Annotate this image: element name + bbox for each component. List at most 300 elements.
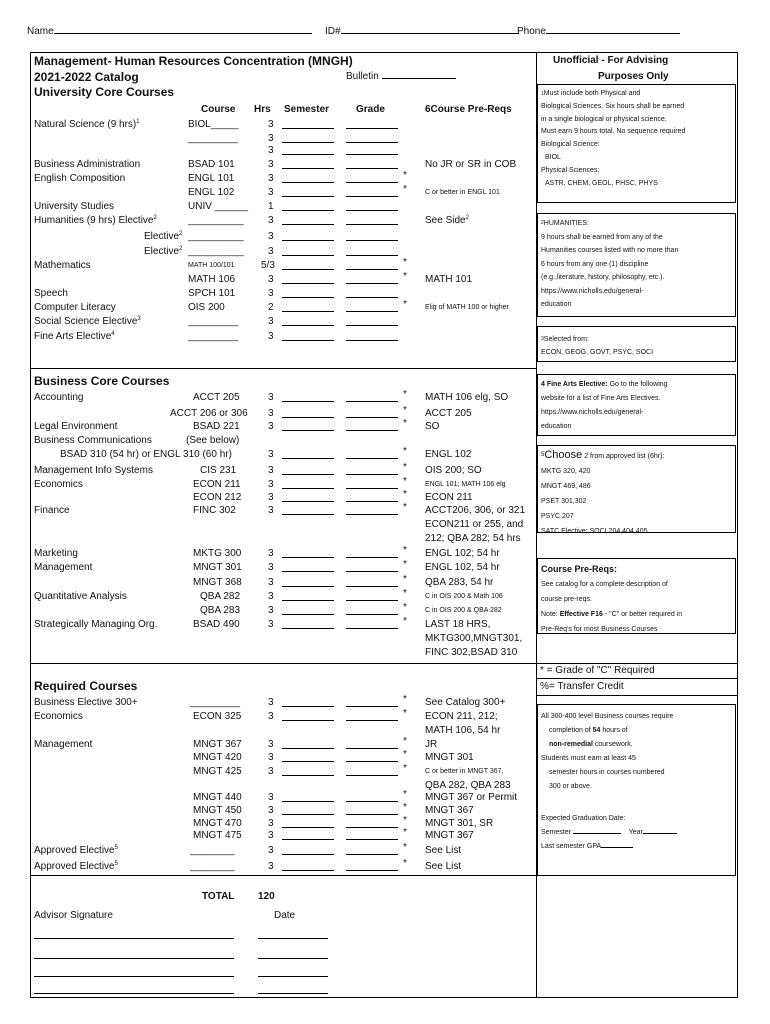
note-line: Biological Science: xyxy=(541,141,600,149)
semester-field[interactable] xyxy=(282,430,334,431)
prereq-title: Course Pre-Reqs: xyxy=(541,564,618,574)
grade-field[interactable] xyxy=(346,297,398,298)
prereq-text: MATH 106, 54 hr xyxy=(425,725,501,736)
credit-hours: 5/3 xyxy=(261,260,275,271)
grade-field[interactable] xyxy=(346,571,398,572)
phone-field[interactable] xyxy=(546,33,680,34)
note-line xyxy=(541,88,732,101)
prereq-text: ACCT 205 xyxy=(425,408,472,419)
row-label: Business Communications xyxy=(34,435,152,446)
grade-field[interactable] xyxy=(346,430,398,431)
semester-field[interactable] xyxy=(282,514,334,515)
semester-field[interactable] xyxy=(282,311,334,312)
note-fine-arts xyxy=(537,374,736,436)
prereq-text: ENGL 102; 54 hr xyxy=(425,548,500,559)
row-label-text: Management xyxy=(34,739,93,750)
note-natural-science xyxy=(537,84,736,203)
note-line: website for a list of Fine Arts Electives. xyxy=(541,395,661,402)
grade-field[interactable] xyxy=(346,614,398,615)
row-label xyxy=(34,260,91,271)
grade-field[interactable] xyxy=(346,839,398,840)
semester-field[interactable] xyxy=(282,801,334,802)
prereq-text: SO xyxy=(425,421,440,432)
note-line: Must earn 9 hours total. No sequence required xyxy=(541,128,686,136)
grade-field[interactable] xyxy=(346,557,398,558)
grade-field[interactable] xyxy=(346,401,398,402)
note-line: https://www.nicholls.edu/general- xyxy=(541,409,644,416)
row-label: Strategically Managing Org. xyxy=(34,619,158,630)
grade-field[interactable] xyxy=(346,283,398,284)
credit-hours: 3 xyxy=(268,392,274,403)
credit-hours: 3 xyxy=(268,492,274,503)
required-c-star: * xyxy=(403,502,407,513)
course-code: BSAD 490 xyxy=(193,619,240,630)
prereq-text: ECON 211, 212; xyxy=(425,711,498,722)
course-code: QBA 283 xyxy=(200,605,241,616)
note-line xyxy=(541,217,732,231)
grade-field[interactable] xyxy=(346,311,398,312)
row-label xyxy=(34,159,140,170)
note-line: in a single biological or physical science. xyxy=(541,115,667,123)
year-field[interactable] xyxy=(643,833,677,834)
semester-field[interactable] xyxy=(282,501,334,502)
semester-field[interactable] xyxy=(282,827,334,828)
course-code: BSAD 101 xyxy=(188,159,235,170)
semester-field[interactable] xyxy=(282,839,334,840)
row-label xyxy=(34,861,118,872)
credit-hours: 3 xyxy=(268,331,274,342)
row-label-text: Approved Elective xyxy=(34,845,115,856)
row-label-text: Approved Elective xyxy=(34,861,115,872)
unofficial-line-1: Unofficial - For Advising xyxy=(553,55,669,66)
grade-field[interactable] xyxy=(346,168,398,169)
credit-hours: 3 xyxy=(268,215,274,226)
required-c-star: * xyxy=(403,842,407,853)
row-label xyxy=(34,288,68,299)
note-line: https://www.nicholls.edu/general- xyxy=(541,287,644,295)
grade-field[interactable] xyxy=(346,269,398,270)
row-label xyxy=(34,711,83,722)
grade-field[interactable] xyxy=(346,801,398,802)
date-line[interactable] xyxy=(258,976,328,977)
footnote-mark: 3 xyxy=(137,316,141,322)
grade-field[interactable] xyxy=(346,458,398,459)
date-line[interactable] xyxy=(258,938,328,939)
note-line: Biological Sciences. Six hours shall be earned xyxy=(541,102,685,110)
prereq-text: ECON211 or 255, and xyxy=(425,519,524,530)
signature-line[interactable] xyxy=(34,958,234,959)
footnote-mark: 1 xyxy=(136,119,140,125)
course-code: MNGT 420 xyxy=(193,752,242,763)
semester-field[interactable] xyxy=(282,269,334,270)
note-upper-level xyxy=(537,704,736,876)
prereq-text: ECON 211 xyxy=(425,492,473,503)
credit-hours: 3 xyxy=(268,605,274,616)
required-c-star: * xyxy=(403,736,407,747)
semester-field[interactable] xyxy=(282,458,334,459)
course-code: MATH 106 xyxy=(188,274,236,285)
row-label-text: English Composition xyxy=(34,173,126,184)
course-code: BIOL_____ xyxy=(188,119,239,130)
prereq-text: ENGL 101; MATH 106 elg xyxy=(425,481,506,488)
grade-field[interactable] xyxy=(346,474,398,475)
semester-field[interactable] xyxy=(282,775,334,776)
id-field[interactable] xyxy=(341,33,519,34)
semester-year-line: Semester Year xyxy=(541,826,732,840)
required-c-star: * xyxy=(403,405,407,416)
credit-hours: 3 xyxy=(268,231,274,242)
semester-field[interactable] xyxy=(282,325,334,326)
credit-hours: 3 xyxy=(268,246,274,257)
course-code: MNGT 440 xyxy=(193,792,242,803)
grade-field[interactable] xyxy=(346,514,398,515)
credit-hours: 3 xyxy=(268,133,274,144)
row-label-text: Business Elective 300+ xyxy=(34,697,138,708)
note-humanities xyxy=(537,213,736,317)
section-divider xyxy=(30,663,536,664)
note-line: PSET 301,302 xyxy=(541,498,587,505)
note-line: PSYC 207 xyxy=(541,513,574,520)
grade-field[interactable] xyxy=(346,501,398,502)
semester-field[interactable] xyxy=(282,417,334,418)
prereq-text: See List xyxy=(425,845,462,856)
upper-line-1: All 300-400 level Business courses require xyxy=(541,713,674,720)
grade-field[interactable] xyxy=(346,128,398,129)
semester-field[interactable] xyxy=(282,297,334,298)
credit-hours: 1 xyxy=(268,201,274,212)
prereq-text: MNGT 367 xyxy=(425,830,474,841)
required-c-star: * xyxy=(403,574,407,585)
prereq-text xyxy=(425,215,469,226)
semester-field[interactable] xyxy=(573,833,621,834)
credit-hours: 3 xyxy=(268,421,274,432)
semester-field[interactable] xyxy=(282,628,334,629)
credit-hours: 3 xyxy=(268,562,274,573)
required-c-star: * xyxy=(403,588,407,599)
semester-field[interactable] xyxy=(282,401,334,402)
semester-field[interactable] xyxy=(282,283,334,284)
prereq-value: MATH 101 xyxy=(425,274,473,285)
course-code: QBA 282 xyxy=(200,591,241,602)
credit-hours: 3 xyxy=(268,711,274,722)
credit-hours: 3 xyxy=(268,619,274,630)
bulletin-field[interactable] xyxy=(382,78,456,79)
side-divider xyxy=(536,663,738,664)
required-c-star: * xyxy=(403,789,407,800)
required-c-star: * xyxy=(403,858,407,869)
required-c-star: * xyxy=(403,827,407,838)
course-code: _________ xyxy=(188,316,239,327)
grade-field[interactable] xyxy=(346,182,398,183)
semester-field[interactable] xyxy=(282,706,334,707)
course-code: OIS 200 xyxy=(188,302,225,313)
semester-field[interactable] xyxy=(282,614,334,615)
course-code: ________ xyxy=(190,845,235,856)
semester-field[interactable] xyxy=(282,340,334,341)
row-label: Management Info Systems xyxy=(34,465,153,476)
credit-hours: 3 xyxy=(268,145,274,156)
credit-hours: 3 xyxy=(268,697,274,708)
advisor-signature-label: Advisor Signature xyxy=(34,910,113,921)
date-line[interactable] xyxy=(258,958,328,959)
semester-field[interactable] xyxy=(282,720,334,721)
prereq-text: QBA 283, 54 hr xyxy=(425,577,494,588)
prereq-text: ENGL 102, 54 hr xyxy=(425,562,500,573)
grade-field[interactable] xyxy=(346,870,398,871)
note-line xyxy=(541,333,732,346)
required-c-star: * xyxy=(403,749,407,760)
grade-field[interactable] xyxy=(346,142,398,143)
grade-field[interactable] xyxy=(346,748,398,749)
row-label xyxy=(34,215,157,226)
grade-field[interactable] xyxy=(346,720,398,721)
row-label-text: Social Science Elective xyxy=(34,316,138,327)
row-label-text: Business Administration xyxy=(34,159,141,170)
course-code: MNGT 368 xyxy=(193,577,242,588)
row-label-text: Mathematics xyxy=(34,260,91,271)
date-label: Date xyxy=(274,910,296,921)
credit-hours: 3 xyxy=(268,766,274,777)
grade-field[interactable] xyxy=(346,814,398,815)
row-label-text: Elective xyxy=(144,246,180,257)
required-c-star: * xyxy=(403,616,407,627)
grade-field[interactable] xyxy=(346,210,398,211)
required-c-star: * xyxy=(403,602,407,613)
grade-field[interactable] xyxy=(346,761,398,762)
upper-line-6: 300 or above. xyxy=(549,783,592,790)
semester-field[interactable] xyxy=(282,182,334,183)
row-label xyxy=(144,231,182,242)
prereq-text: MNGT 301 xyxy=(425,752,474,763)
note-line: MKTG 320, 420 xyxy=(541,468,591,475)
required-heading: Required Courses xyxy=(34,679,138,693)
note-line: MNGT 469, 486 xyxy=(541,483,591,490)
course-code: __________ xyxy=(188,231,244,242)
side-divider xyxy=(536,695,738,696)
note-social-science xyxy=(537,326,736,362)
row-label xyxy=(34,739,92,750)
semester-field[interactable] xyxy=(282,870,334,871)
prereq-text xyxy=(425,159,516,170)
required-c-star: * xyxy=(403,489,407,500)
grade-field[interactable] xyxy=(346,325,398,326)
upper-line-2: completion of 54 hours of xyxy=(549,727,628,734)
note-text: Selected from: xyxy=(543,336,589,343)
semester-field[interactable] xyxy=(282,761,334,762)
grade-field[interactable] xyxy=(346,775,398,776)
required-c-star: * xyxy=(403,299,407,310)
required-c-star: * xyxy=(403,170,407,181)
semester-field[interactable] xyxy=(282,474,334,475)
semester-field[interactable] xyxy=(282,854,334,855)
grade-field[interactable] xyxy=(346,196,398,197)
course-code: MATH 100/101 xyxy=(188,262,235,269)
col-course: Course xyxy=(201,104,236,115)
grade-field[interactable] xyxy=(346,240,398,241)
required-c-star: * xyxy=(403,257,407,268)
prereq-text: MATH 106 elg, SO xyxy=(425,392,509,403)
semester-field[interactable] xyxy=(282,600,334,601)
grade-field[interactable] xyxy=(346,586,398,587)
credit-hours: 3 xyxy=(268,752,274,763)
prereq-note-2: Pre-Req's for most Business Courses xyxy=(541,626,658,633)
credit-hours: 3 xyxy=(268,805,274,816)
credit-hours: 3 xyxy=(268,408,274,419)
semester-field[interactable] xyxy=(282,571,334,572)
credit-hours: 3 xyxy=(268,845,274,856)
id-label: ID# xyxy=(325,26,519,37)
note-course-prereqs xyxy=(537,558,736,634)
prereq-text: LAST 18 HRS, xyxy=(425,619,491,630)
semester-field[interactable] xyxy=(282,814,334,815)
prereq-text: 212; QBA 282; 54 hrs xyxy=(425,533,521,544)
signature-line[interactable] xyxy=(34,993,234,994)
semester-field[interactable] xyxy=(282,488,334,489)
row-label xyxy=(34,331,115,342)
required-c-star: * xyxy=(403,418,407,429)
credit-hours: 3 xyxy=(268,591,274,602)
unofficial-line-2: Purposes Only xyxy=(598,71,669,82)
signature-line[interactable] xyxy=(34,976,234,977)
prereq-text: MNGT 301, SR xyxy=(425,818,494,829)
grade-field[interactable] xyxy=(346,706,398,707)
semester-field[interactable] xyxy=(282,224,334,225)
semester-field[interactable] xyxy=(282,557,334,558)
semester-field[interactable] xyxy=(282,128,334,129)
prereq-value: C or better in ENGL 101 xyxy=(425,189,500,196)
col-grade: Grade xyxy=(356,104,385,115)
catalog-year: 2021-2022 Catalog xyxy=(34,70,139,84)
row-label xyxy=(34,119,140,130)
required-c-star: * xyxy=(403,184,407,195)
credit-hours: 3 xyxy=(268,505,274,516)
semester-field[interactable] xyxy=(282,154,334,155)
note-line: education xyxy=(541,423,572,430)
grade-field[interactable] xyxy=(346,854,398,855)
grade-field[interactable] xyxy=(346,224,398,225)
prereq-value: Elig of MATH 100 or higher xyxy=(425,304,509,311)
course-code: ECON 325 xyxy=(193,711,242,722)
credit-hours: 3 xyxy=(268,830,274,841)
semester-field[interactable] xyxy=(282,168,334,169)
credit-hours: 3 xyxy=(268,548,274,559)
semester-field[interactable] xyxy=(282,255,334,256)
row-label-text: University Studies xyxy=(34,201,115,212)
grade-field[interactable] xyxy=(346,600,398,601)
grade-field[interactable] xyxy=(346,628,398,629)
course-code: MNGT 367 xyxy=(193,739,242,750)
name-field[interactable] xyxy=(54,33,312,34)
row-label-text: Computer Literacy xyxy=(34,302,116,313)
graduation-label: Expected Graduation Date: xyxy=(541,815,626,822)
required-c-star: * xyxy=(403,763,407,774)
prereq-value: No JR or SR in COB xyxy=(425,159,517,170)
gpa-field[interactable] xyxy=(601,847,633,848)
row-label-text: Fine Arts Elective xyxy=(34,331,112,342)
credit-hours: 3 xyxy=(268,465,274,476)
date-line[interactable] xyxy=(258,993,328,994)
credit-hours: 3 xyxy=(268,288,274,299)
course-code: _________ xyxy=(188,133,239,144)
credit-hours: 3 xyxy=(268,187,274,198)
course-code: MNGT 470 xyxy=(193,818,242,829)
semester-field[interactable] xyxy=(282,586,334,587)
credit-hours: 3 xyxy=(268,479,274,490)
prereq-text: C in OIS 200 & QBA 282 xyxy=(425,607,502,614)
course-code: _________ xyxy=(190,697,241,708)
prereq-text: C in OIS 200 & Math 106 xyxy=(425,593,503,600)
course-code: MNGT 425 xyxy=(193,766,242,777)
course-code: MNGT 475 xyxy=(193,830,242,841)
prereq-value: See Side xyxy=(425,215,466,226)
note-line: Humanities courses listed with no more than xyxy=(541,247,679,254)
course-code: CIS 231 xyxy=(200,465,237,476)
course-code: ENGL 102 xyxy=(188,187,235,198)
note-text: Must include both Physical and xyxy=(543,90,641,97)
row-label xyxy=(34,173,125,184)
grade-field[interactable] xyxy=(346,255,398,256)
note-line: education xyxy=(541,301,572,308)
grade-field[interactable] xyxy=(346,340,398,341)
required-c-star: * xyxy=(403,815,407,826)
section-divider xyxy=(30,875,536,876)
semester-field[interactable] xyxy=(282,240,334,241)
note-line: Go to the following xyxy=(607,381,668,388)
grade-field[interactable] xyxy=(346,154,398,155)
course-code: ACCT 206 or 306 xyxy=(170,408,248,419)
row-label: Accounting xyxy=(34,392,84,403)
footnote-mark: 5 xyxy=(114,845,118,851)
prereq-text xyxy=(425,189,500,196)
row-label: Quantitative Analysis xyxy=(34,591,127,602)
upper-line-4: Students must earn at least 45 xyxy=(541,755,636,762)
credit-hours: 3 xyxy=(268,316,274,327)
note-line: 9 hours shall be earned from any of the xyxy=(541,233,663,241)
row-label-text: Speech xyxy=(34,288,68,299)
credit-hours: 3 xyxy=(268,792,274,803)
required-c-star: * xyxy=(403,802,407,813)
footnote-mark: 5 xyxy=(114,861,118,867)
course-code: ECON 211 xyxy=(193,479,241,490)
note-line: course pre-reqs. xyxy=(541,596,592,603)
choose-tail: 2 from approved list (6hr): xyxy=(582,453,665,460)
credit-hours: 3 xyxy=(268,274,274,285)
prereq-text: See List xyxy=(425,861,462,872)
grade-field[interactable] xyxy=(346,488,398,489)
course-code: (See below) xyxy=(186,435,240,446)
row-label-text: Elective xyxy=(144,231,180,242)
semester-field[interactable] xyxy=(282,748,334,749)
required-c-star: * xyxy=(403,446,407,457)
row-label xyxy=(34,201,114,212)
name-label: Name xyxy=(27,26,312,37)
credit-hours: 3 xyxy=(268,739,274,750)
prereq-text: ENGL 102 xyxy=(425,449,472,460)
row-label-text: Humanities (9 hrs) Elective xyxy=(34,215,154,226)
semester-field[interactable] xyxy=(282,210,334,211)
note-line: SATC Elective; SOCI 204,404,405 xyxy=(541,528,648,535)
semester-field[interactable] xyxy=(282,196,334,197)
fine-arts-title: 4 Fine Arts Elective: xyxy=(541,381,608,388)
signature-line[interactable] xyxy=(34,938,234,939)
semester-field[interactable] xyxy=(282,142,334,143)
grade-field[interactable] xyxy=(346,417,398,418)
business-core-heading: Business Core Courses xyxy=(34,374,170,388)
grade-field[interactable] xyxy=(346,827,398,828)
required-c-star: * xyxy=(403,476,407,487)
gpa-line: Last semester GPA xyxy=(541,840,732,854)
row-label: Economics xyxy=(34,479,83,490)
